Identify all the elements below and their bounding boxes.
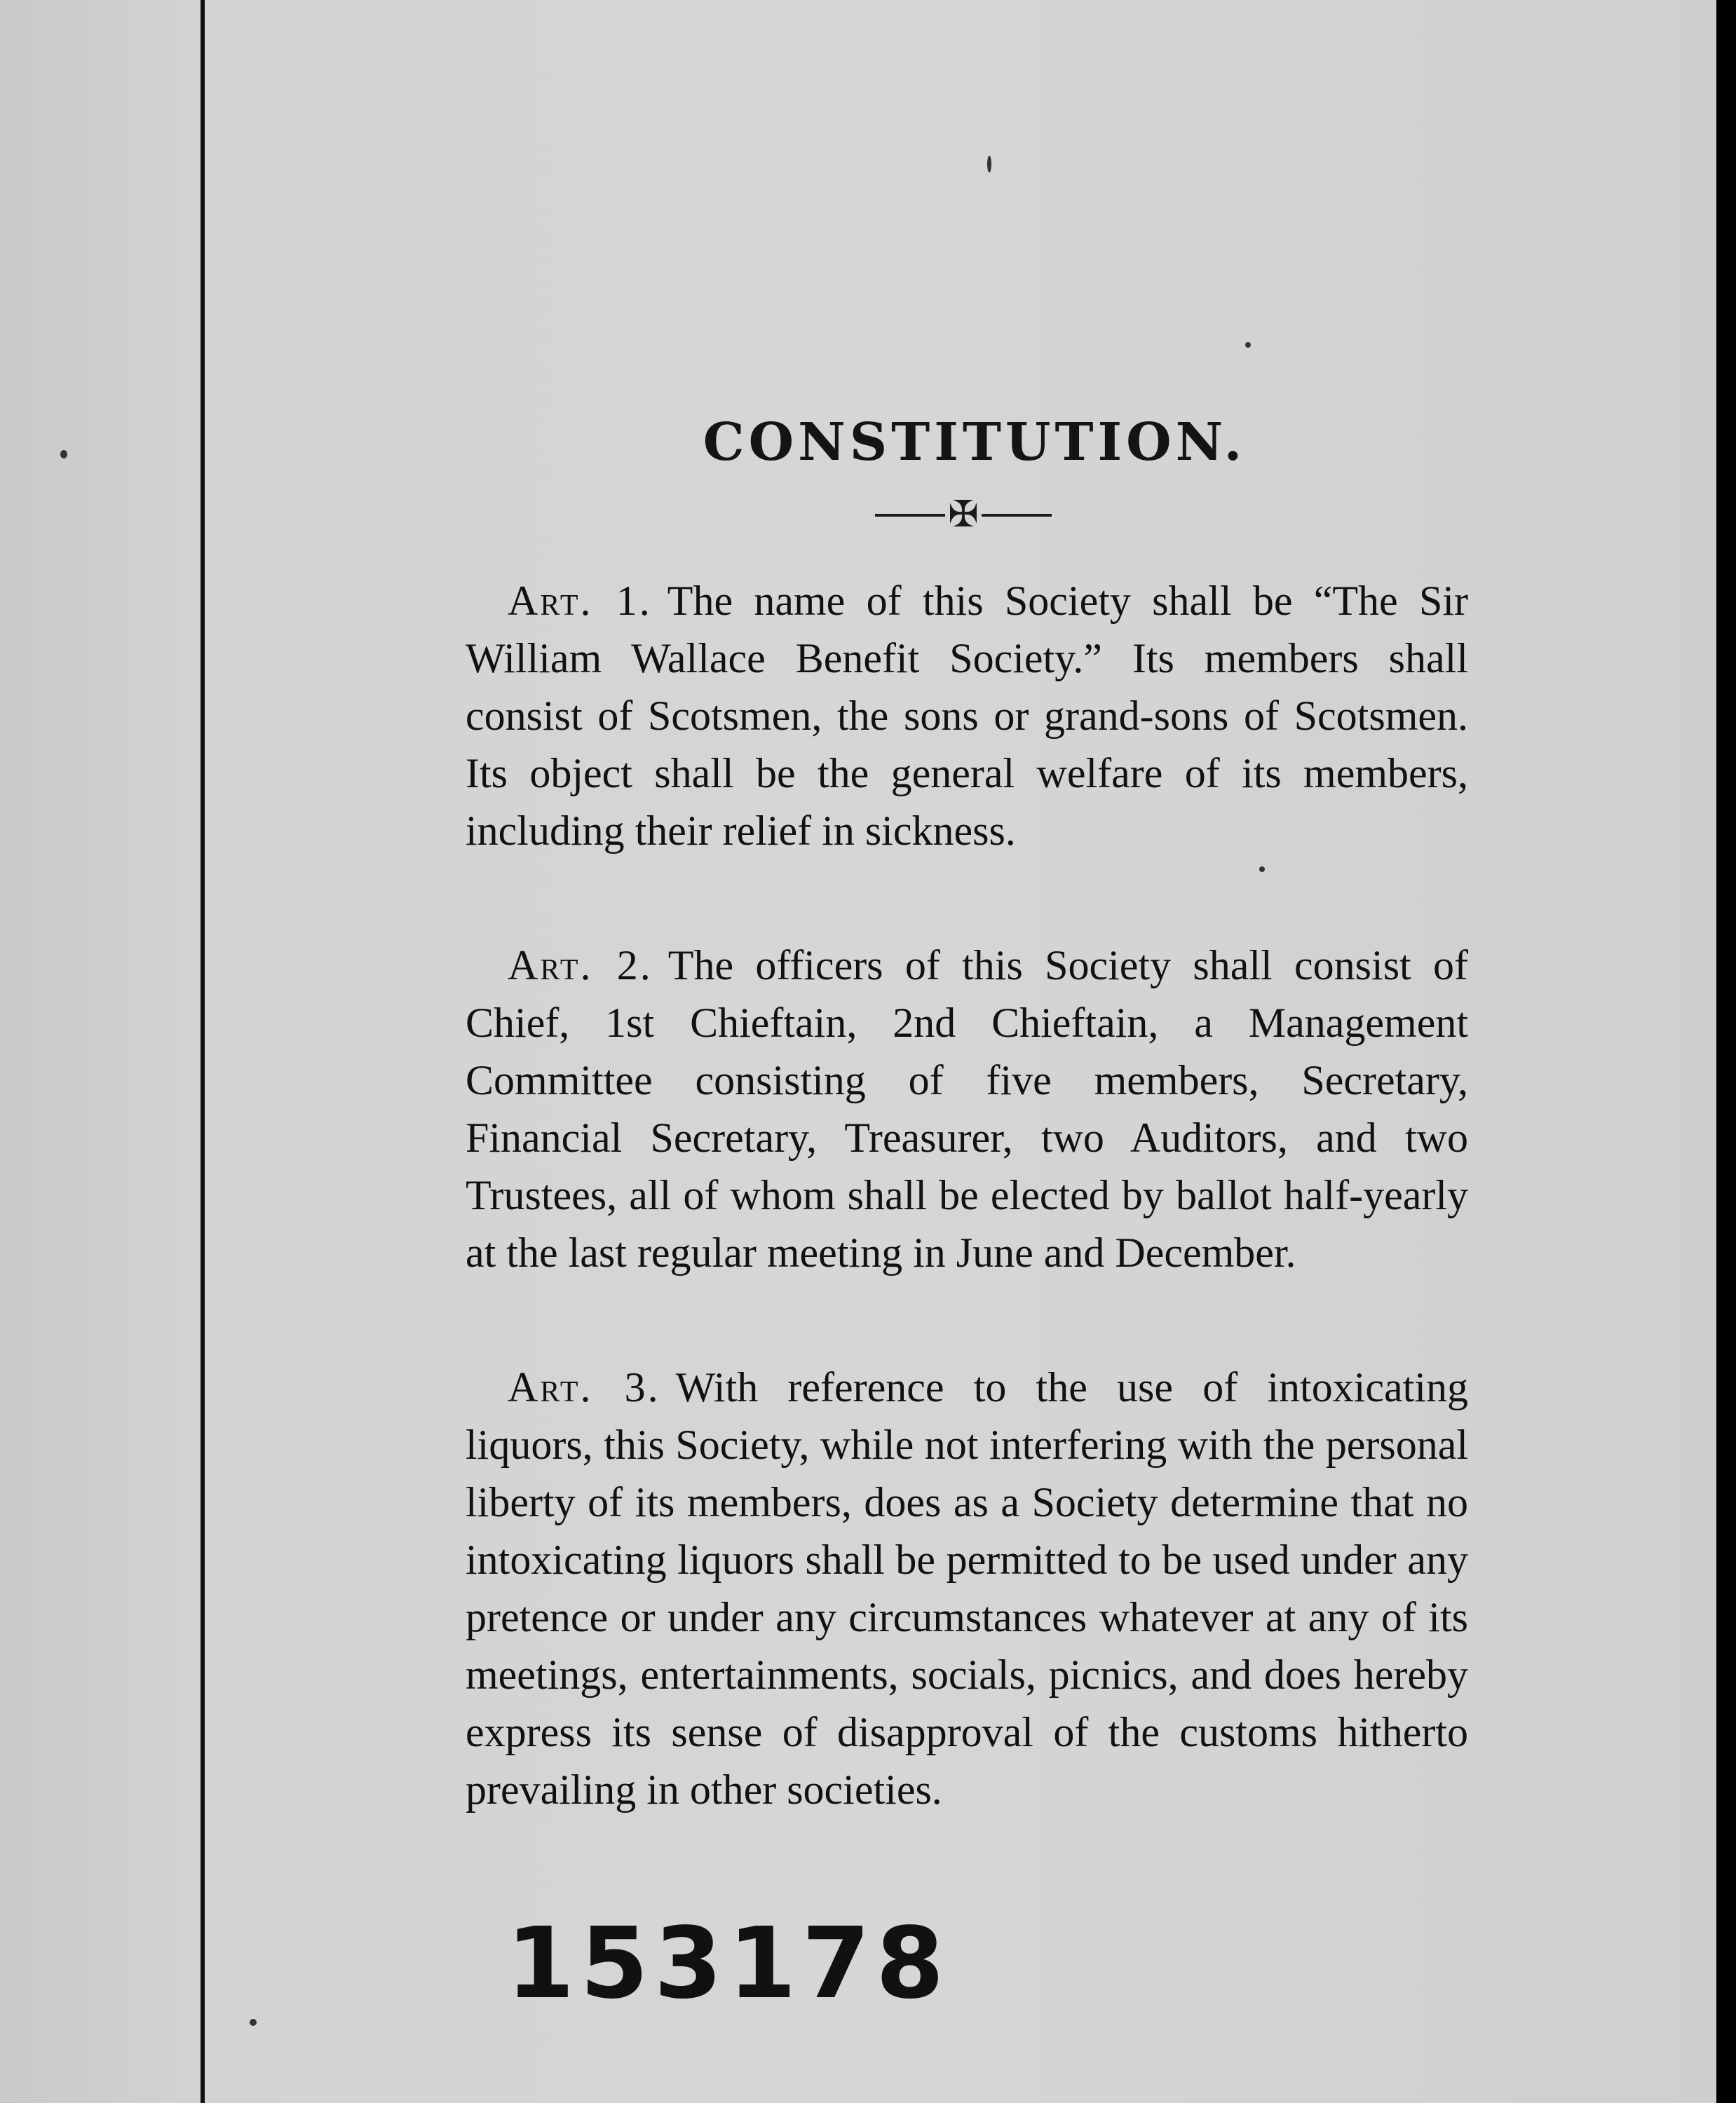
article-3-text: With reference to the use of intoxicating liquors, this Society, while not interfering with the personal liberty of its members, does as a Society determine that no intoxicating liquors shall be permitted to be used under any pretence or under any circumstances whatever at any of its meetings, entertainments, socials, picnics, and does hereby express its sense of disapproval of the customs hitherto prevailing in other societies.	[466, 1364, 1468, 1813]
article-2	[466, 937, 1468, 1281]
ornament-rule-right	[982, 514, 1052, 517]
scan-border-right	[1716, 0, 1736, 2103]
dust-speck	[60, 450, 67, 458]
ornament-cross-icon: ✠	[948, 494, 979, 536]
article-3-label: Art. 3.	[508, 1364, 660, 1410]
page-title: CONSTITUTION.	[703, 411, 1247, 472]
article-1-label: Art. 1.	[508, 578, 652, 624]
ornament-rule-left	[875, 514, 945, 517]
article-2-text: The officers of this Society shall consist of Chief, 1st Chieftain, 2nd Chieftain, a Management Committee consisting of five members, Secretary, Financial Secretary, Treasurer, two Auditors, and two Trustees, all of whom shall be elected by ballot half-yearly at the last regular meeting in June and December.	[466, 942, 1469, 1276]
title-ornament	[875, 494, 1052, 536]
article-3	[466, 1359, 1468, 1818]
dust-speck	[250, 2019, 257, 2026]
dust-speck	[987, 156, 991, 172]
article-2-label: Art. 2.	[508, 942, 653, 988]
article-1	[466, 572, 1468, 859]
article-1-text: The name of this Society shall be “The Sir William Wallace Benefit Society.” Its members shall consist of Scotsmen, the sons or grand-sons of Scotsmen. Its object shall be the general welfare of its members, including their relief in sickness.	[466, 578, 1468, 854]
dust-speck	[1259, 866, 1265, 872]
stamp-number: 153178	[506, 1907, 950, 2021]
binding-line	[201, 0, 205, 2103]
dust-speck	[1245, 342, 1251, 348]
